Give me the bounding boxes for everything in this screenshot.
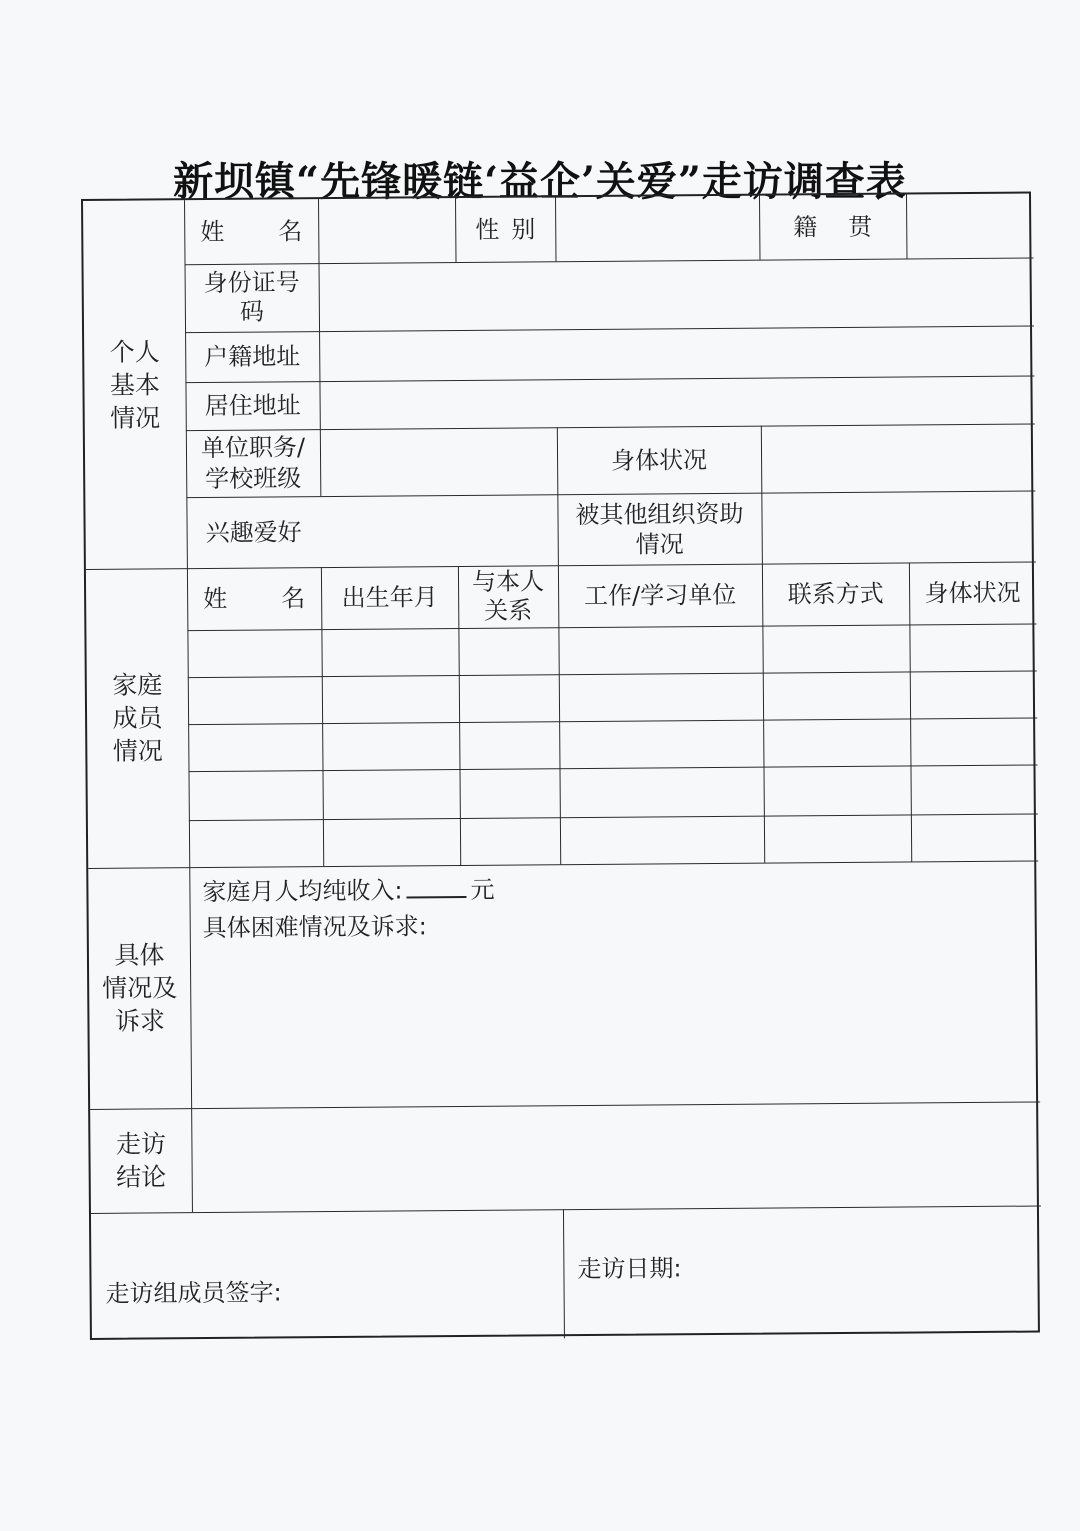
family-col-relation-line-2: 关系	[484, 596, 533, 625]
name-label	[184, 199, 318, 264]
family-col-contact: 联系方式	[787, 579, 884, 609]
family-col-name	[187, 567, 321, 630]
section-personal-line-1: 个人	[109, 336, 160, 367]
id-label-line-1: 身份证号	[203, 268, 300, 298]
residence-address-field[interactable]	[319, 376, 1034, 430]
details-content[interactable]	[202, 868, 1023, 946]
other-aid-label	[557, 493, 762, 566]
section-family-line-3: 情况	[112, 736, 163, 766]
income-blank[interactable]	[406, 874, 466, 898]
family-col-relation	[458, 565, 558, 628]
section-personal-line-3: 情况	[110, 402, 161, 433]
signature-label: 走访组成员签字:	[105, 1277, 282, 1308]
id-number-label	[185, 263, 320, 332]
family-col-birth: 出生年月	[341, 583, 438, 612]
work-label-line-1: 单位职务/	[200, 432, 306, 462]
family-row-3[interactable]	[188, 718, 1037, 772]
gender-label-char-2: 别	[511, 215, 536, 244]
id-number-field[interactable]	[319, 258, 1035, 332]
section-conclusion-line-2: 结论	[116, 1162, 167, 1192]
family-row-5[interactable]	[189, 814, 1038, 868]
section-family-line-2: 成员	[112, 703, 163, 733]
income-unit: 元	[470, 875, 495, 904]
section-personal-info	[83, 200, 187, 569]
family-row-1[interactable]	[187, 624, 1036, 678]
section-family-line-1: 家庭	[112, 670, 163, 700]
family-row-2[interactable]	[188, 671, 1037, 725]
income-label: 家庭月人均纯收入:	[202, 876, 403, 907]
section-personal-line-2: 基本	[109, 369, 161, 400]
id-label-line-2: 码	[239, 297, 264, 326]
family-col-name-char-2: 名	[281, 584, 306, 613]
aid-label-line-2: 情况	[635, 529, 684, 559]
native-label-char-1: 籍	[793, 213, 818, 242]
hukou-address-label: 户籍地址	[204, 342, 301, 372]
work-school-field[interactable]	[320, 427, 558, 496]
hukou-address-field[interactable]	[319, 326, 1034, 382]
family-col-relation-line-1: 与本人	[471, 567, 545, 596]
family-col-health: 身体状况	[924, 578, 1021, 608]
health-status-field[interactable]	[761, 424, 1036, 493]
family-col-name-char-1: 姓	[203, 584, 228, 614]
section-family-members	[86, 568, 189, 868]
family-row-4[interactable]	[188, 765, 1037, 821]
section-conclusion	[90, 1108, 192, 1213]
gender-field[interactable]	[555, 196, 759, 262]
name-label-char-2: 名	[278, 217, 303, 246]
difficulty-label: 具体困难情况及诉求:	[202, 912, 427, 943]
health-status-label: 身体状况	[610, 445, 708, 475]
name-label-char-1: 姓	[200, 217, 225, 247]
section-details-line-3: 诉求	[114, 1006, 166, 1036]
conclusion-field[interactable]	[191, 1101, 1041, 1212]
native-label-char-2: 贯	[848, 212, 873, 241]
survey-form-table	[81, 192, 1040, 1340]
visit-date-label: 走访日期:	[577, 1253, 682, 1283]
native-place-label	[759, 195, 906, 260]
name-field[interactable]	[318, 198, 455, 263]
gender-label	[455, 197, 555, 262]
residence-address-label: 居住地址	[204, 391, 301, 421]
aid-label-line-1: 被其他组织资助	[575, 499, 744, 529]
other-aid-field[interactable]	[761, 491, 1036, 564]
section-conclusion-line-1: 走访	[115, 1129, 167, 1159]
section-details	[88, 867, 191, 1109]
hobbies-label: 兴趣爱好	[205, 517, 302, 547]
native-place-field[interactable]	[906, 194, 1033, 259]
hobbies-field[interactable]	[320, 494, 558, 567]
gender-label-char-1: 性	[475, 215, 500, 244]
work-label-line-2: 学校班级	[205, 463, 302, 493]
work-school-label	[186, 429, 321, 497]
section-details-line-2: 情况及	[102, 973, 178, 1003]
section-details-line-1: 具体	[114, 940, 165, 970]
family-col-work: 工作/学习单位	[583, 580, 737, 611]
form-title: 新坝镇“先锋暖链‘益企’关爱”走访调查表	[173, 158, 907, 205]
